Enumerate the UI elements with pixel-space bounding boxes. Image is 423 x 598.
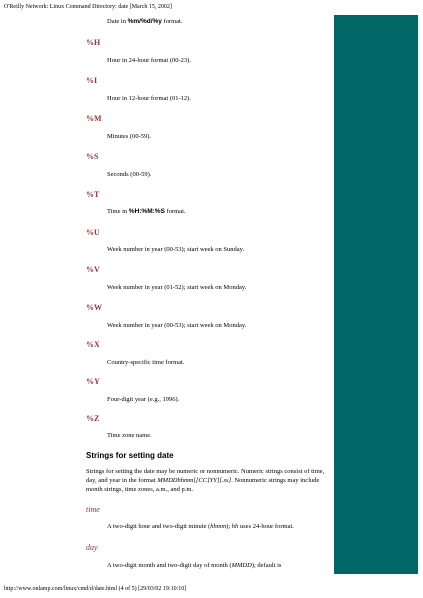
term-percent-s: %S xyxy=(86,152,99,161)
term-percent-t: %T xyxy=(86,190,100,199)
term-percent-m: %M xyxy=(86,114,102,123)
description-percent-z: Time zone name. xyxy=(107,432,152,439)
description-percent-u: Week number in year (00-53); start week on Sunday. xyxy=(107,246,245,253)
section-heading: Strings for setting date xyxy=(86,451,174,460)
page-header: O'Reilly Network: Linux Command Directory: date [March 15, 2002] xyxy=(4,4,172,10)
term-percent-i: %I xyxy=(86,76,98,85)
term-percent-z: %Z xyxy=(86,414,100,423)
description-percent-i: Hour in 12-hour format (01-12). xyxy=(107,95,191,102)
section-paragraph: Strings for setting the date may be numeric or nonnumeric. Numeric strings consist of time, day, and year in the format MMDDhhmm[[CC]YY][.ss]. Nonnumeric strings may include month strings, time zones, a.m., and p.m. xyxy=(86,468,325,493)
description-percent-h: Hour in 24-hour format (00-23). xyxy=(107,57,191,64)
description-percent-m: Minutes (00-59). xyxy=(107,133,152,140)
term-percent-w: %W xyxy=(86,303,102,312)
date-format-description: Date in %m/%d/%y format. xyxy=(107,18,183,25)
description-percent-x: Country-specific time format. xyxy=(107,359,185,366)
page-footer: http://www.onlamp.com/linux/cmd/d/date.html (4 of 5) [29/03/02 19:10:10] xyxy=(4,586,187,592)
description-day: A two-digit month and two-digit day of month (MMDD); default is xyxy=(107,562,282,569)
term-day: day xyxy=(86,543,98,552)
term-time: time xyxy=(86,505,100,514)
term-percent-x: %X xyxy=(86,340,100,349)
description-percent-s: Seconds (00-59). xyxy=(107,171,152,178)
description-percent-w: Week number in year (00-53); start week on Monday. xyxy=(107,322,247,329)
sidebar-panel xyxy=(334,15,418,574)
term-percent-h: %H xyxy=(86,38,101,47)
description-percent-v: Week number in year (01-52); start week on Monday. xyxy=(107,284,247,291)
description-time: A two-digit hour and two-digit minute (hhmm); hh uses 24-hour format. xyxy=(107,523,294,530)
term-percent-u: %U xyxy=(86,228,100,237)
description-percent-t: Time in %H:%M:%S format. xyxy=(107,208,186,215)
term-percent-y: %Y xyxy=(86,377,100,386)
description-percent-y: Four-digit year (e.g., 1996). xyxy=(107,396,180,403)
term-percent-v: %V xyxy=(86,265,100,274)
